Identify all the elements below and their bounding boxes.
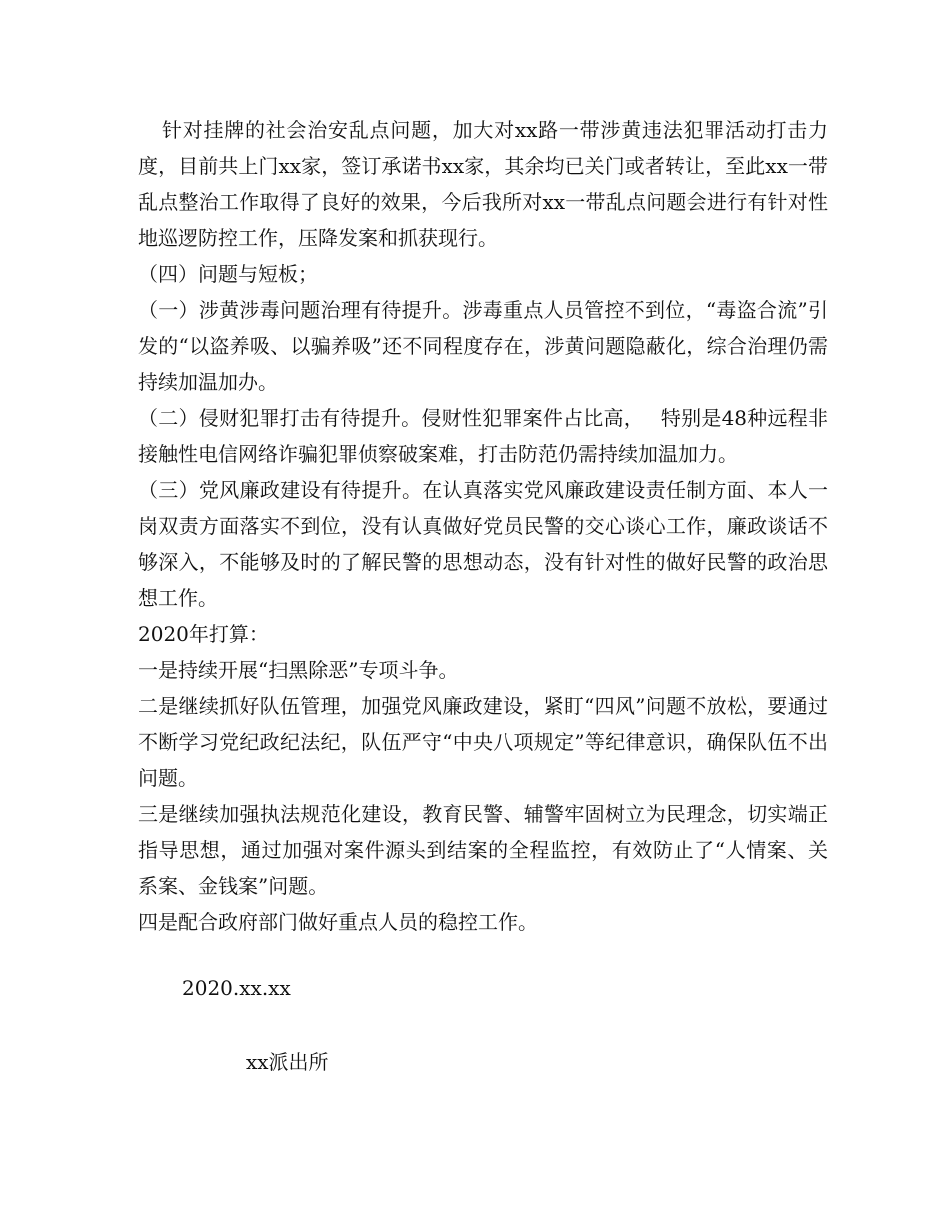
heading-plan: 2020年打算： — [138, 622, 269, 646]
document-signature: xx派出所 — [246, 1050, 329, 1074]
paragraph-plan-2: 二是继续抓好队伍管理，加强党风廉政建设，紧盯“四风”问题不放松，要通过不断学习党纪政纪法纪，队伍严守“中央八项规定”等纪律意识，确保队伍不出问题。 — [138, 694, 828, 790]
paragraph-problem-2: （二）侵财犯罪打击有待提升。侵财性犯罪案件占比高， 特别是48种远程非接触性电信网络诈骗犯罪侦察破案难，打击防范仍需持续加温加力。 — [138, 406, 828, 466]
paragraph-plan-3: 三是继续加强执法规范化建设，教育民警、辅警牢固树立为民理念，切实端正指导思想，通过加强对案件源头到结案的全程监控，有效防止了“人情案、关系案、金钱案”问题。 — [138, 802, 828, 898]
paragraph-patrol: 针对挂牌的社会治安乱点问题，加大对xx路一带涉黄违法犯罪活动打击力度，目前共上门xx家，签订承诺书xx家，其余均已关门或者转让，至此xx一带乱点整治工作取得了良好的效果，今后我所对xx一带乱点问题会进行有针对性地巡逻防控工作，压降发案和抓获现行。 — [138, 118, 828, 250]
paragraph-plan-4: 四是配合政府部门做好重点人员的稳控工作。 — [138, 910, 538, 934]
paragraph-plan-1: 一是持续开展“扫黑除恶”专项斗争。 — [138, 658, 459, 682]
document-body — [138, 112, 828, 940]
paragraph-problem-3: （三）党风廉政建设有待提升。在认真落实党风廉政建设责任制方面、本人一岗双责方面落实不到位，没有认真做好党员民警的交心谈心工作，廉政谈话不够深入，不能够及时的了解民警的思想动态，没有针对性的做好民警的政治思想工作。 — [138, 478, 828, 610]
heading-problems: （四）问题与短板； — [138, 262, 318, 286]
document-date: 2020.xx.xx — [182, 976, 291, 1000]
paragraph-problem-1: （一）涉黄涉毒问题治理有待提升。涉毒重点人员管控不到位，“毒盗合流”引发的“以盗养吸、以骗养吸”还不同程度存在，涉黄问题隐蔽化，综合治理仍需持续加温加办。 — [138, 298, 828, 394]
